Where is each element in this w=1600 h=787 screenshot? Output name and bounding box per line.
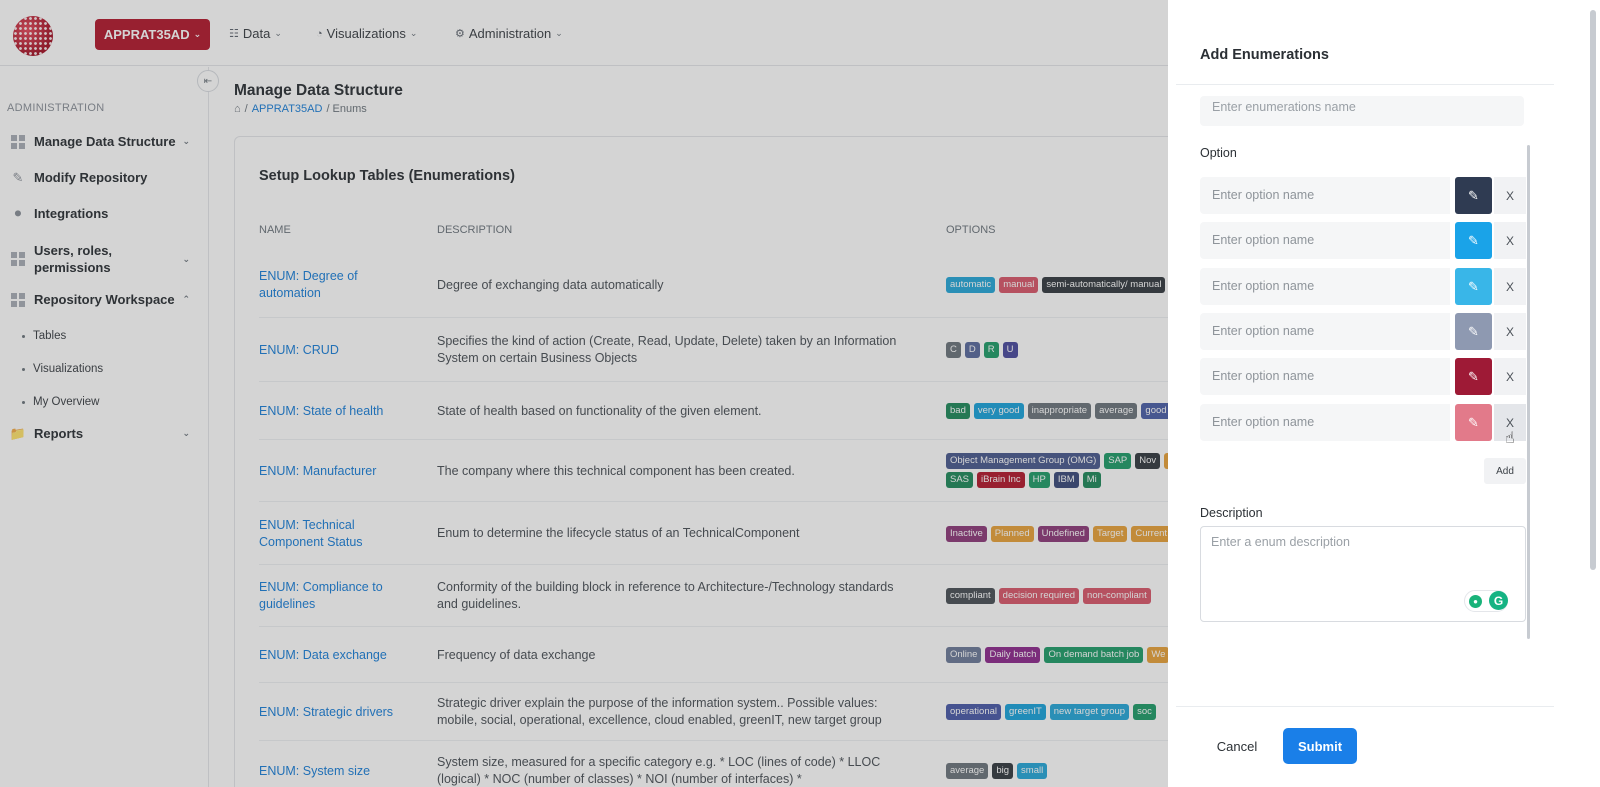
color-picker-button[interactable] xyxy=(1455,177,1492,214)
enum-name-link[interactable]: ENUM: State of health xyxy=(259,403,384,418)
option-badge: very good xyxy=(974,403,1024,419)
option-badge: Current xyxy=(1131,526,1171,542)
option-badge: iBrain Inc xyxy=(977,472,1025,488)
sidebar-item-label: Reports xyxy=(34,426,84,441)
remove-option-button[interactable]: X xyxy=(1494,177,1526,214)
paintbrush-icon: ✎ xyxy=(1468,368,1479,384)
page-scrollbar[interactable] xyxy=(1590,10,1596,570)
description-textarea[interactable]: Enter a enum description xyxy=(1200,526,1526,622)
chevron-down-icon: ⌄ xyxy=(193,29,202,39)
option-badge: D xyxy=(965,342,980,358)
sidebar-subitem-label: Tables xyxy=(33,330,67,342)
enum-description: Strategic driver explain the purpose of the information system.. Possible values: mobile, social, operational, excellence, cloud enabled, greenIT, new target group xyxy=(437,696,882,727)
cancel-button[interactable]: Cancel xyxy=(1216,738,1258,754)
option-badge: new target group xyxy=(1050,704,1129,720)
option-name-input[interactable]: Enter option name xyxy=(1200,313,1450,350)
option-badge: Object Management Group (OMG) xyxy=(946,453,1100,469)
breadcrumb-separator: / xyxy=(244,103,248,115)
column-header-name: NAME xyxy=(259,224,291,236)
breadcrumb-repository-link[interactable]: APPRAT35AD xyxy=(251,103,323,115)
option-badge: U xyxy=(1003,342,1018,358)
repository-label: APPRAT35AD xyxy=(103,27,190,42)
add-option-button[interactable]: Add xyxy=(1484,458,1526,484)
description-label: Description xyxy=(1200,506,1263,520)
nav-data-label: Data xyxy=(242,26,271,41)
enum-description: Enum to determine the lifecycle status of an TechnicalComponent xyxy=(437,526,800,540)
color-picker-button[interactable] xyxy=(1455,268,1492,305)
option-badge: Undefined xyxy=(1038,526,1089,542)
option-badge: Online xyxy=(946,647,981,663)
sidebar-item-label: Manage Data Structure xyxy=(34,134,176,149)
enum-name-link[interactable]: ENUM: CRUD xyxy=(259,342,339,357)
enum-description: System size, measured for a specific category e.g. * LOC (lines of code) * LLOC (logical) * NOC (number of classes) * NOI (number of interfaces) * xyxy=(437,755,881,786)
remove-option-button[interactable]: X xyxy=(1494,222,1526,259)
sitemap-icon: ☷ xyxy=(229,28,239,40)
chevron-up-icon: ⌃ xyxy=(182,294,190,304)
option-badge: Inactive xyxy=(946,526,987,542)
enum-name-link[interactable]: ENUM: Degree of automation xyxy=(259,269,358,300)
option-badge: small xyxy=(1017,763,1047,779)
cogs-icon: ⚙ xyxy=(455,28,465,40)
grammarly-icon[interactable]: G xyxy=(1489,591,1508,610)
option-badge: manual xyxy=(999,277,1038,293)
sidebar-item-label: Users, roles, permissions xyxy=(34,243,113,275)
color-picker-button[interactable] xyxy=(1455,358,1492,395)
option-badge: compliant xyxy=(946,588,995,604)
sidebar-item-label: Repository Workspace xyxy=(34,292,175,307)
paintbrush-icon: ✎ xyxy=(1468,187,1479,203)
option-badge: soc xyxy=(1133,704,1156,720)
color-picker-button[interactable] xyxy=(1455,404,1492,441)
option-badge: Nov xyxy=(1135,453,1160,469)
option-badge: semi-automatically/ manual xyxy=(1042,277,1165,293)
nav-administration-label: Administration xyxy=(468,26,552,41)
chevron-down-icon: ⌄ xyxy=(274,28,282,38)
option-name-input[interactable]: Enter option name xyxy=(1200,222,1450,259)
option-badge: Planned xyxy=(991,526,1034,542)
submit-button[interactable]: Submit xyxy=(1283,728,1357,764)
sidebar-subitem-label: My Overview xyxy=(33,396,100,408)
option-badge: Target xyxy=(1093,526,1127,542)
remove-option-button[interactable]: X xyxy=(1494,358,1526,395)
chevron-down-icon: ⌄ xyxy=(409,28,418,38)
card-title: Setup Lookup Tables (Enumerations) xyxy=(259,168,515,184)
enum-name-link[interactable]: ENUM: Manufacturer xyxy=(259,463,377,478)
option-badge: average xyxy=(946,763,988,779)
chevron-down-icon: ⌄ xyxy=(182,428,190,438)
option-row xyxy=(1200,177,1526,214)
option-badge: SAP xyxy=(1104,453,1131,469)
option-badge: inappropriate xyxy=(1028,403,1091,419)
option-badge: bad xyxy=(946,403,970,419)
sidebar-item-label: Modify Repository xyxy=(34,170,148,185)
option-badge: greenIT xyxy=(1005,704,1046,720)
folder-icon: 📁 xyxy=(9,425,27,441)
option-name-input[interactable]: Enter option name xyxy=(1200,177,1450,214)
pie-chart-icon: ◔ xyxy=(316,27,323,40)
option-row xyxy=(1200,222,1526,259)
option-badge: Daily batch xyxy=(985,647,1040,663)
toggle-icon: ⚫ xyxy=(12,205,24,221)
paintbrush-icon: ✎ xyxy=(1468,278,1479,294)
enum-name-link[interactable]: ENUM: System size xyxy=(259,763,371,778)
column-header-options: OPTIONS xyxy=(946,224,996,236)
enum-description: The company where this technical component has been created. xyxy=(437,463,795,478)
enum-description: Specifies the kind of action (Create, Read, Update, Delete) taken by an Information System on certain Business Objects xyxy=(437,334,897,365)
column-header-description: DESCRIPTION xyxy=(437,224,513,236)
enum-description: Degree of exchanging data automatically xyxy=(437,277,664,292)
option-badge: We xyxy=(1147,647,1169,663)
option-badge: Mi xyxy=(1083,472,1101,488)
panel-scrollbar[interactable] xyxy=(1527,145,1530,639)
option-badge: SAS xyxy=(946,472,973,488)
option-badge: good xyxy=(1141,403,1170,419)
enumeration-name-input[interactable]: Enter enumerations name xyxy=(1200,96,1524,126)
collapse-sidebar-icon[interactable]: ⇤ xyxy=(197,70,219,92)
option-name-input[interactable]: Enter option name xyxy=(1200,358,1450,395)
breadcrumb-current: / Enums xyxy=(326,103,367,115)
chevron-down-icon: ⌄ xyxy=(182,136,190,146)
nav-visualizations-label: Visualizations xyxy=(326,26,406,41)
enum-name-link[interactable]: ENUM: Strategic drivers xyxy=(259,704,394,719)
enum-name-link[interactable]: ENUM: Data exchange xyxy=(259,647,387,662)
paintbrush-icon: ✎ xyxy=(1468,414,1479,430)
lightbulb-icon[interactable]: ● xyxy=(1469,595,1482,608)
page-title: Manage Data Structure xyxy=(234,82,403,99)
color-picker-button[interactable] xyxy=(1455,222,1492,259)
option-badge: non-compliant xyxy=(1083,588,1151,604)
option-badge: big xyxy=(992,763,1013,779)
remove-option-button[interactable]: X xyxy=(1494,268,1526,305)
enum-description: Frequency of data exchange xyxy=(437,647,596,662)
chevron-down-icon: ⌄ xyxy=(555,28,563,38)
enum-description: State of health based on functionality of the given element. xyxy=(437,403,762,418)
option-label: Option xyxy=(1200,146,1237,160)
option-badge: HP xyxy=(1029,472,1050,488)
enum-name-link[interactable]: ENUM: Compliance to guidelines xyxy=(259,580,383,611)
remove-option-button[interactable]: X xyxy=(1494,404,1526,441)
option-badge: On demand batch job xyxy=(1044,647,1143,663)
chevron-down-icon: ⌄ xyxy=(182,253,190,264)
paintbrush-icon: ✎ xyxy=(1468,232,1479,248)
divider xyxy=(1176,84,1554,85)
option-name-input[interactable]: Enter option name xyxy=(1200,268,1450,305)
option-badge: operational xyxy=(946,704,1001,720)
remove-option-button[interactable]: X xyxy=(1494,313,1526,350)
enum-name-link[interactable]: ENUM: Technical Component Status xyxy=(259,517,363,549)
option-row xyxy=(1200,313,1526,350)
divider xyxy=(1176,706,1554,707)
sidebar-item-label: Integrations xyxy=(34,206,109,221)
mouse-pointer-icon: ☝ xyxy=(1505,430,1515,447)
option-badge: automatic xyxy=(946,277,995,293)
option-badge: average xyxy=(1095,403,1137,419)
option-badge: decision required xyxy=(999,588,1079,604)
enum-description: Conformity of the building block in reference to Architecture-/Technology standards and guidelines. xyxy=(437,580,894,611)
option-badge: R xyxy=(984,342,999,358)
color-picker-button[interactable] xyxy=(1455,313,1492,350)
paintbrush-icon: ✎ xyxy=(1468,323,1479,339)
option-badge: C xyxy=(946,342,961,358)
edit-icon: ✎ xyxy=(12,169,24,185)
sidebar-heading: ADMINISTRATION xyxy=(7,102,105,114)
option-name-input[interactable]: Enter option name xyxy=(1200,404,1450,441)
panel-title: Add Enumerations xyxy=(1200,47,1329,63)
sidebar-subitem-label: Visualizations xyxy=(33,363,104,375)
home-icon[interactable]: ⌂ xyxy=(234,103,241,115)
option-badge: IBM xyxy=(1054,472,1079,488)
option-row xyxy=(1200,404,1526,441)
option-row xyxy=(1200,358,1526,395)
option-row xyxy=(1200,268,1526,305)
